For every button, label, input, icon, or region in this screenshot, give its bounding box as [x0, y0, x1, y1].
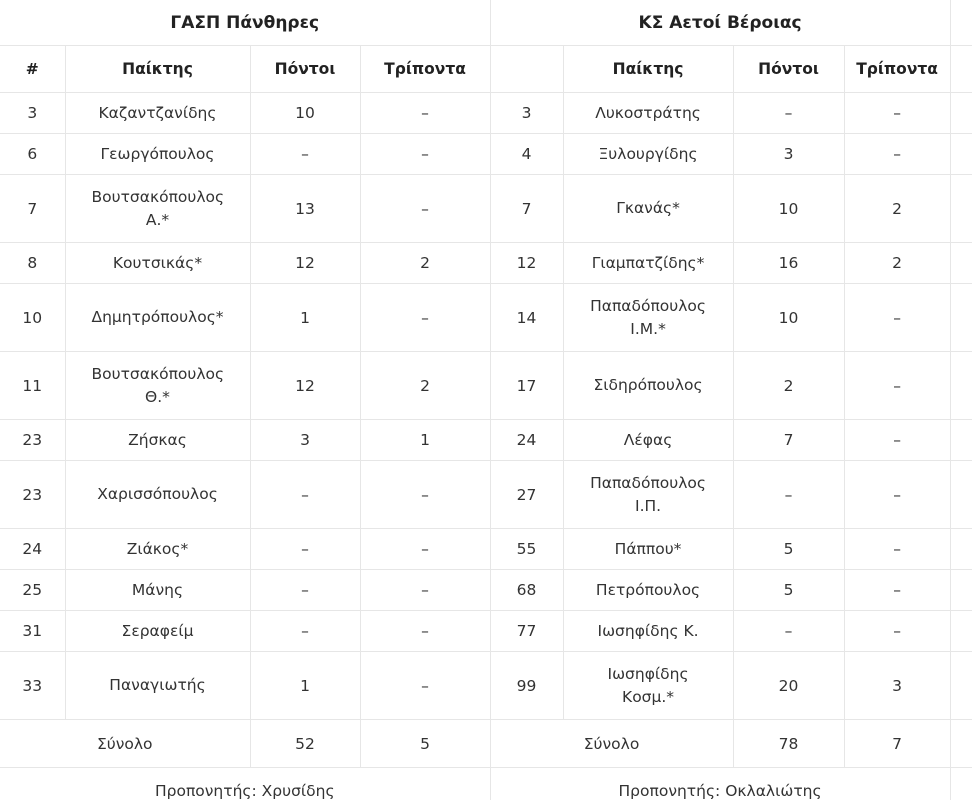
player-name-cell [65, 352, 250, 420]
cutoff-cell [950, 720, 972, 768]
player-row [0, 134, 972, 175]
player-row [0, 420, 972, 461]
player-name-cell [65, 461, 250, 529]
player-number-cell: 99 [490, 652, 563, 720]
player-number-cell: 77 [490, 611, 563, 652]
player-name-cell [563, 652, 733, 720]
player-threes-cell: – [844, 611, 950, 652]
player-points-cell: 1 [250, 652, 360, 720]
player-points-cell: 13 [250, 175, 360, 243]
player-threes-cell: – [360, 570, 490, 611]
player-threes-cell: 2 [844, 243, 950, 284]
player-number-cell: 23 [0, 461, 65, 529]
player-threes-cell: – [844, 461, 950, 529]
player-threes-cell: 3 [844, 652, 950, 720]
player-name: Σιδηρόπουλος [593, 376, 703, 395]
player-name: Πάππου* [614, 539, 682, 558]
player-threes-cell: – [844, 284, 950, 352]
player-threes-cell: – [360, 652, 490, 720]
player-name-cell [65, 134, 250, 175]
cutoff-cell [950, 570, 972, 611]
player-threes-cell: – [844, 570, 950, 611]
player-threes-cell: – [360, 611, 490, 652]
player-number-cell: 3 [0, 93, 65, 134]
total-threes-cell-left: 5 [360, 720, 490, 768]
player-number-cell: 24 [0, 529, 65, 570]
player-row [0, 352, 972, 420]
player-name: Χαρισσόπουλος [97, 485, 218, 504]
player-threes-cell: 2 [360, 243, 490, 284]
cutoff-cell [950, 93, 972, 134]
col-header-player-left: Παίκτης [65, 46, 250, 93]
col-header-threes-right: Τρίποντα [844, 46, 950, 93]
totals-row [0, 720, 972, 768]
player-name-cell [65, 570, 250, 611]
team-name-right: ΚΣ Αετοί Βέροιας [490, 0, 950, 46]
player-threes-cell: – [844, 420, 950, 461]
coach-cell-left: Προπονητής: Χρυσίδης [0, 768, 490, 800]
player-name: Γκανάς* [616, 199, 680, 218]
player-number-cell: 33 [0, 652, 65, 720]
player-points-cell: 10 [733, 284, 844, 352]
player-number-cell: 8 [0, 243, 65, 284]
player-row [0, 175, 972, 243]
cutoff-cell [950, 529, 972, 570]
col-header-number-left: # [0, 46, 65, 93]
col-header-points-right: Πόντοι [733, 46, 844, 93]
player-points-cell: – [250, 570, 360, 611]
player-number-cell: 6 [0, 134, 65, 175]
player-name-cell [563, 93, 733, 134]
player-name-cell [563, 570, 733, 611]
player-number-cell: 7 [490, 175, 563, 243]
player-points-cell: 5 [733, 570, 844, 611]
player-name-cell [563, 352, 733, 420]
player-points-cell: 2 [733, 352, 844, 420]
cutoff-cell [950, 134, 972, 175]
player-threes-cell: – [360, 284, 490, 352]
cutoff-cell [950, 46, 972, 93]
player-name: Γιαμπατζίδης* [591, 253, 705, 272]
player-points-cell: 10 [733, 175, 844, 243]
player-number-cell: 14 [490, 284, 563, 352]
player-points-cell: – [250, 134, 360, 175]
player-name: Ξυλουργίδης [598, 144, 698, 163]
cutoff-cell [950, 768, 972, 800]
player-points-cell: – [733, 611, 844, 652]
player-name: Ζιάκος* [126, 539, 189, 558]
player-points-cell: – [250, 611, 360, 652]
coach-cell-right: Προπονητής: Οκλαλιώτης [490, 768, 950, 800]
col-header-number-right [490, 46, 563, 93]
cutoff-cell [950, 611, 972, 652]
player-name: Μάνης [131, 580, 184, 599]
player-threes-cell: – [360, 175, 490, 243]
player-name-cell [65, 93, 250, 134]
player-threes-cell: 2 [360, 352, 490, 420]
col-header-points-left: Πόντοι [250, 46, 360, 93]
player-row [0, 611, 972, 652]
player-threes-cell: – [360, 529, 490, 570]
cutoff-cell [950, 175, 972, 243]
player-threes-cell: – [844, 93, 950, 134]
player-name-cell [563, 134, 733, 175]
player-points-cell: – [733, 461, 844, 529]
player-row [0, 652, 972, 720]
player-points-cell: 16 [733, 243, 844, 284]
player-points-cell: – [250, 529, 360, 570]
player-name: Γεωργόπουλος [100, 144, 215, 163]
player-number-cell: 3 [490, 93, 563, 134]
total-points-cell-left: 52 [250, 720, 360, 768]
player-number-cell: 4 [490, 134, 563, 175]
player-threes-cell: – [360, 134, 490, 175]
player-number-cell: 12 [490, 243, 563, 284]
player-row [0, 570, 972, 611]
col-header-threes-left: Τρίποντα [360, 46, 490, 93]
player-name: Κουτσικάς* [112, 253, 203, 272]
player-points-cell: 12 [250, 352, 360, 420]
player-points-cell: 3 [250, 420, 360, 461]
player-name-cell [563, 243, 733, 284]
player-name-cell [563, 420, 733, 461]
player-name-cell [65, 420, 250, 461]
player-threes-cell: – [360, 461, 490, 529]
player-number-cell: 25 [0, 570, 65, 611]
cutoff-cell [950, 243, 972, 284]
col-header-player-right: Παίκτης [563, 46, 733, 93]
player-name: Καζαντζανίδης [98, 103, 217, 122]
player-points-cell: 7 [733, 420, 844, 461]
total-threes-cell-right: 7 [844, 720, 950, 768]
player-row [0, 243, 972, 284]
player-row [0, 529, 972, 570]
player-threes-cell: 2 [844, 175, 950, 243]
player-name: Βουτσακόπουλος Α.* [91, 188, 225, 229]
player-number-cell: 55 [490, 529, 563, 570]
player-name: Δημητρόπουλος* [91, 308, 224, 327]
player-threes-cell: 1 [360, 420, 490, 461]
player-points-cell: 20 [733, 652, 844, 720]
player-number-cell: 11 [0, 352, 65, 420]
player-name: Λυκοστράτης [595, 103, 701, 122]
player-name: Παναγιωτής [109, 676, 206, 695]
player-number-cell: 17 [490, 352, 563, 420]
cutoff-cell [950, 652, 972, 720]
player-name-cell [65, 529, 250, 570]
cutoff-cell [950, 461, 972, 529]
cutoff-cell [950, 0, 972, 46]
player-points-cell: 5 [733, 529, 844, 570]
team-header-row [0, 0, 972, 46]
column-header-row [0, 46, 972, 93]
player-threes-cell: – [360, 93, 490, 134]
cutoff-cell [950, 420, 972, 461]
player-threes-cell: – [844, 529, 950, 570]
player-number-cell: 68 [490, 570, 563, 611]
player-name-cell [563, 611, 733, 652]
player-points-cell: 3 [733, 134, 844, 175]
player-threes-cell: – [844, 352, 950, 420]
player-number-cell: 24 [490, 420, 563, 461]
player-name-cell [65, 284, 250, 352]
cutoff-cell [950, 352, 972, 420]
cutoff-cell [950, 284, 972, 352]
player-name: Ζήσκας [128, 430, 187, 449]
player-name: Ιωσηφίδης Κοσμ.* [607, 665, 689, 706]
player-name: Βουτσακόπουλος Θ.* [91, 365, 225, 406]
player-name-cell [65, 611, 250, 652]
player-points-cell: 1 [250, 284, 360, 352]
player-points-cell: – [733, 93, 844, 134]
player-number-cell: 31 [0, 611, 65, 652]
player-row [0, 93, 972, 134]
player-number-cell: 7 [0, 175, 65, 243]
player-number-cell: 23 [0, 420, 65, 461]
player-name: Ιωσηφίδης Κ. [597, 621, 699, 640]
player-threes-cell: – [844, 134, 950, 175]
player-number-cell: 10 [0, 284, 65, 352]
total-label-cell-left: Σύνολο [0, 720, 250, 768]
player-name-cell [65, 652, 250, 720]
player-points-cell: – [250, 461, 360, 529]
player-name-cell [563, 529, 733, 570]
team-name-left: ΓΑΣΠ Πάνθηρες [0, 0, 490, 46]
player-name-cell [65, 175, 250, 243]
coach-row [0, 768, 972, 800]
player-name: Λέφας [623, 430, 673, 449]
player-name: Σεραφείμ [121, 621, 194, 640]
player-name-cell [563, 461, 733, 529]
player-name: Παπαδόπουλος Ι.Π. [590, 474, 707, 515]
player-name: Πετρόπουλος [595, 580, 701, 599]
total-label-cell-right: Σύνολο [490, 720, 733, 768]
player-number-cell: 27 [490, 461, 563, 529]
player-points-cell: 12 [250, 243, 360, 284]
player-row [0, 284, 972, 352]
player-name: Παπαδόπουλος Ι.Μ.* [590, 297, 707, 338]
total-points-cell-right: 78 [733, 720, 844, 768]
player-name-cell [563, 175, 733, 243]
player-row [0, 461, 972, 529]
player-points-cell: 10 [250, 93, 360, 134]
player-name-cell [563, 284, 733, 352]
player-name-cell [65, 243, 250, 284]
